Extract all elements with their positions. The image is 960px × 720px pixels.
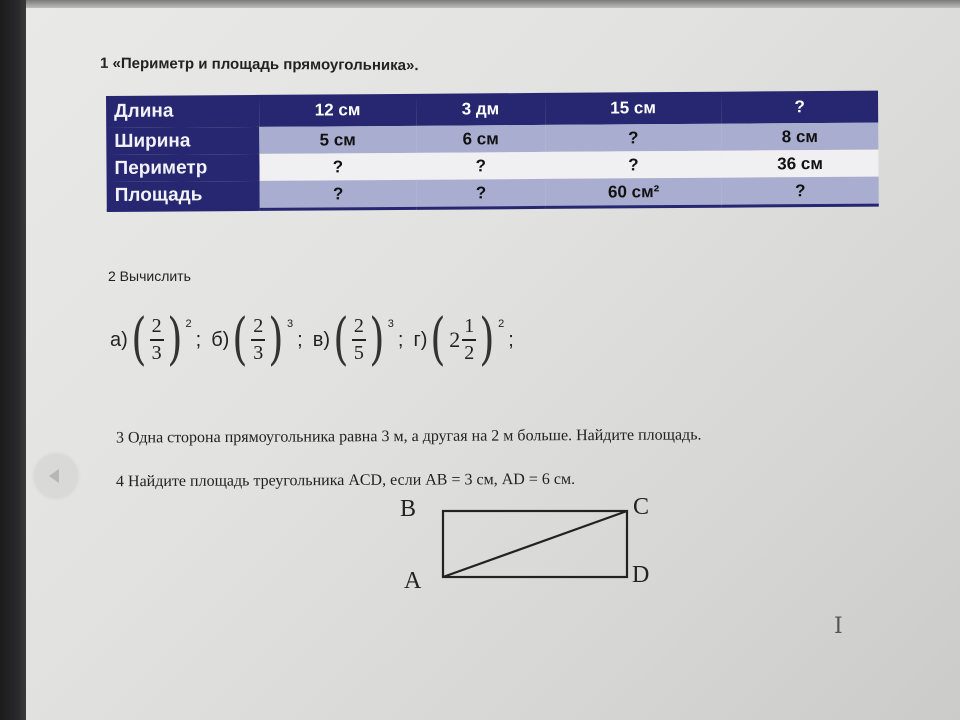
table-cell: ? (545, 151, 721, 179)
denominator: 2 (464, 341, 475, 364)
table-cell: ? (416, 152, 545, 180)
fraction (462, 315, 476, 365)
scroll-left-button[interactable] (34, 454, 78, 498)
arrow-left-icon (49, 469, 59, 483)
exponent: 2 (185, 318, 192, 330)
table-cell: ? (545, 124, 721, 152)
separator: ; (195, 328, 202, 351)
task2-title: 2 Вычислить (108, 268, 191, 284)
separator: ; (297, 328, 303, 351)
right-paren-icon: ) (369, 307, 385, 372)
table-cell: 5 см (259, 126, 416, 154)
numerator: 2 (151, 315, 162, 338)
denominator: 3 (151, 341, 162, 364)
whole-part: 2 (449, 327, 461, 352)
table-cell: ? (416, 179, 545, 208)
fraction-bar (150, 339, 164, 341)
table-cell: 6 см (416, 125, 545, 153)
table-row (107, 177, 879, 211)
table-cell: ? (259, 153, 416, 181)
right-paren-icon: ) (268, 307, 284, 372)
row-label: Ширина (106, 127, 259, 155)
text-cursor-icon: I (834, 614, 843, 639)
right-paren-icon: ) (479, 307, 495, 372)
vertex-a-label: A (404, 568, 422, 594)
monitor-bezel-top (0, 0, 960, 8)
exponent: 3 (287, 318, 294, 330)
item-letter: а) (110, 328, 128, 351)
table-cell: ? (722, 177, 879, 207)
expr-b (211, 307, 307, 372)
rectangle-table (106, 91, 879, 212)
fraction-bar (462, 339, 476, 341)
table-cell: 36 см (722, 150, 879, 178)
numerator: 1 (464, 315, 475, 338)
table-cell: 3 дм (416, 93, 545, 126)
vertex-c-label: C (633, 494, 650, 520)
left-paren-icon: ( (131, 307, 147, 372)
item-letter: б) (211, 328, 230, 351)
vertex-b-label: B (400, 496, 417, 522)
expr-c (312, 307, 408, 372)
row-label: Периметр (106, 154, 259, 182)
task3-text: 3 Одна сторона прямоугольника равна 3 м, а другая на 2 м больше. Найдите площадь. (115, 426, 702, 447)
rectangle-figure (395, 495, 655, 605)
fraction (251, 315, 265, 365)
item-letter: г) (413, 328, 428, 351)
fraction-bar (352, 339, 366, 341)
table-cell: ? (260, 180, 417, 210)
expr-a (110, 307, 205, 372)
table-cell: 60 см² (545, 178, 721, 208)
table-row (106, 91, 878, 128)
table-cell: ? (721, 91, 878, 124)
left-paren-icon: ( (232, 307, 248, 372)
table-cell: 15 см (545, 92, 722, 125)
denominator: 5 (353, 341, 364, 364)
fraction-bar (251, 339, 265, 341)
separator: ; (508, 328, 514, 351)
row-label: Площадь (107, 181, 260, 211)
table-cell: 12 см (259, 94, 416, 127)
fraction (352, 315, 366, 365)
item-letter: в) (312, 328, 331, 351)
exponent: 3 (387, 318, 394, 330)
fraction (150, 315, 164, 365)
expr-d (413, 307, 517, 372)
exponent: 2 (498, 318, 505, 330)
vertex-d-label: D (632, 562, 650, 588)
separator: ; (397, 328, 404, 351)
numerator: 2 (353, 315, 364, 338)
denominator: 3 (253, 341, 264, 364)
table-cell: 8 см (721, 123, 878, 151)
left-paren-icon: ( (333, 307, 349, 372)
power-expressions (110, 300, 524, 380)
monitor-bezel-left (0, 0, 26, 720)
row-label: Длина (106, 95, 259, 128)
left-paren-icon: ( (430, 307, 446, 372)
numerator: 2 (253, 315, 264, 338)
task1-title: 1 «Периметр и площадь прямоугольника». (99, 54, 419, 75)
diagonal-ac (443, 511, 627, 577)
task4-text: 4 Найдите площадь треугольника ACD, если AB = 3 см, AD = 6 см. (115, 470, 576, 491)
right-paren-icon: ) (166, 307, 183, 372)
